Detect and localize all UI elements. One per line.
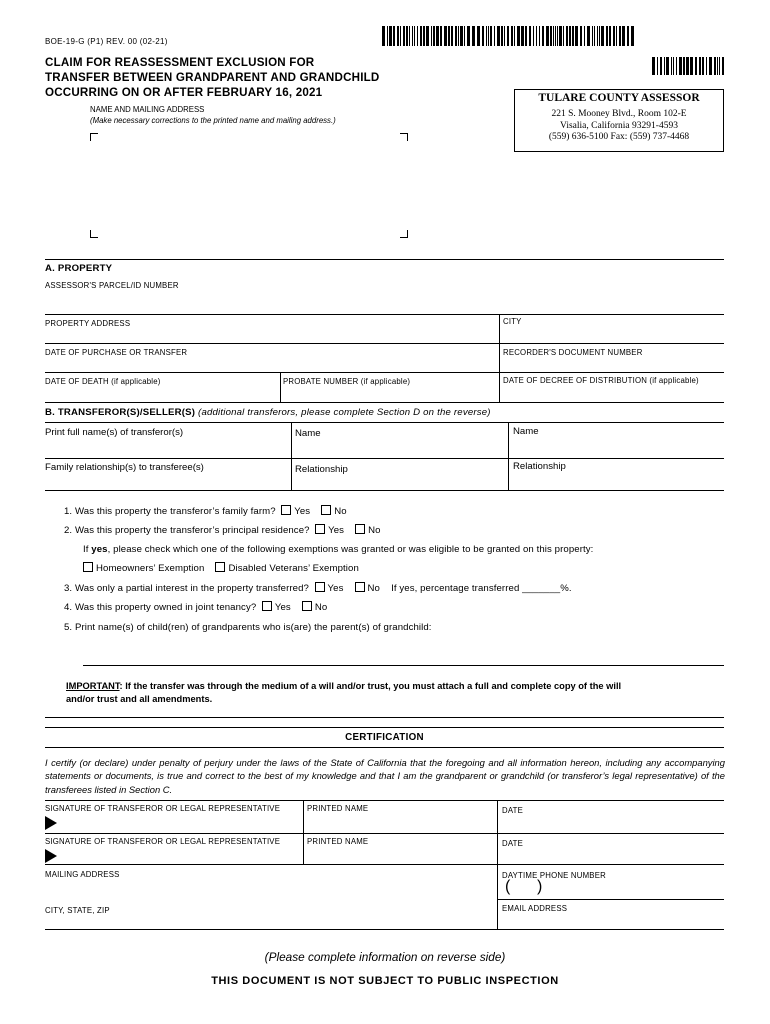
email-address-label[interactable]: EMAIL ADDRESS bbox=[502, 904, 568, 913]
reverse-side-note: (Please complete information on reverse side) bbox=[264, 950, 506, 964]
row-divider bbox=[45, 800, 724, 801]
section-a-rule bbox=[45, 259, 724, 260]
column-divider bbox=[291, 422, 292, 490]
sign-here-arrow-icon bbox=[45, 816, 57, 830]
q3-yes-label: Yes bbox=[327, 583, 344, 594]
title-line-2: TRANSFER BETWEEN GRANDPARENT AND GRANDCHILD bbox=[45, 71, 380, 84]
name-mailing-label: NAME AND MAILING ADDRESS bbox=[90, 105, 205, 114]
row-divider bbox=[45, 929, 724, 930]
title-line-1: CLAIM FOR REASSESSMENT EXCLUSION FOR bbox=[45, 56, 315, 69]
relationship-1[interactable]: Relationship bbox=[295, 464, 348, 475]
title-line-3: OCCURRING ON OR AFTER FEBRUARY 16, 2021 bbox=[45, 86, 323, 99]
assessor-phone: (559) 636-5100 Fax: (559) 737-4468 bbox=[548, 132, 690, 142]
important-text-2: and/or trust and all amendments. bbox=[66, 694, 213, 704]
q4-no-checkbox[interactable] bbox=[302, 601, 312, 611]
important-notice bbox=[66, 680, 716, 706]
question-1 bbox=[64, 505, 347, 517]
q2-no-checkbox[interactable] bbox=[355, 524, 365, 534]
decree-label[interactable]: DATE OF DECREE OF DISTRIBUTION (if applicable) bbox=[503, 376, 699, 385]
followup-rest: , please check which one of the following exemptions was granted or was eligible to be granted on this property: bbox=[107, 544, 594, 555]
date-label-1[interactable]: DATE bbox=[502, 806, 524, 815]
assessor-address-line-1: 221 S. Mooney Blvd., Room 102-E bbox=[551, 109, 687, 119]
address-corner-br bbox=[400, 230, 408, 238]
public-inspection-notice: THIS DOCUMENT IS NOT SUBJECT TO PUBLIC INSPECTION bbox=[211, 975, 559, 987]
question-5: 5. Print name(s) of child(ren) of grandparents who is(are) the parent(s) of grandchild: bbox=[64, 622, 432, 633]
q1-yes-checkbox[interactable] bbox=[281, 505, 291, 515]
purchase-date-label[interactable]: DATE OF PURCHASE OR TRANSFER bbox=[45, 348, 188, 357]
row-divider bbox=[45, 864, 724, 865]
death-date-label[interactable]: DATE OF DEATH (if applicable) bbox=[45, 377, 161, 386]
row-divider bbox=[45, 747, 724, 748]
section-b-note: (additional transferors, please complete Section D on the reverse) bbox=[198, 407, 491, 418]
exemption-options bbox=[83, 562, 359, 574]
column-divider bbox=[280, 372, 281, 402]
name-mailing-block bbox=[90, 104, 336, 126]
row-divider bbox=[45, 833, 724, 834]
row-divider bbox=[45, 314, 724, 315]
name-mailing-note: (Make necessary corrections to the printed name and mailing address.) bbox=[90, 116, 336, 125]
recorder-doc-label[interactable]: RECORDER'S DOCUMENT NUMBER bbox=[503, 348, 643, 357]
signature-label-1: SIGNATURE OF TRANSFEROR OR LEGAL REPRESENTATIVE bbox=[45, 804, 281, 813]
followup-prefix: If bbox=[83, 544, 92, 555]
row-divider bbox=[45, 458, 724, 459]
certification-rule bbox=[45, 727, 724, 728]
grandchild-parent-line[interactable] bbox=[83, 665, 724, 666]
signature-label-2: SIGNATURE OF TRANSFEROR OR LEGAL REPRESENTATIVE bbox=[45, 837, 281, 846]
row-divider bbox=[45, 422, 724, 423]
phone-area-open: ( bbox=[505, 878, 511, 895]
transferor-name-1[interactable]: Name bbox=[295, 428, 321, 439]
section-b-title: B. TRANSFEROR(S)/SELLER(S) bbox=[45, 407, 196, 418]
date-label-2[interactable]: DATE bbox=[502, 839, 524, 848]
daytime-phone-label[interactable]: DAYTIME PHONE NUMBER bbox=[502, 871, 606, 880]
barcode-right bbox=[652, 57, 724, 75]
homeowners-label: Homeowners’ Exemption bbox=[96, 563, 205, 574]
important-text-1: : If the transfer was through the medium of a will and/or trust, you must attach a full and complete copy of the will bbox=[119, 681, 622, 691]
assessor-address bbox=[515, 109, 723, 144]
certification-heading: CERTIFICATION bbox=[345, 732, 424, 743]
certification-text: I certify (or declare) under penalty of perjury under the laws of the State of California that the foregoing and all information hereon, including any accompanying statements or documents, is true and correct to the best of my knowledge and that I am the grandparent or grandchild (or transferor’s legal representative) of the transferees listed in Section C. bbox=[45, 757, 725, 795]
city-state-zip-label[interactable]: CITY, STATE, ZIP bbox=[45, 906, 110, 915]
property-address-label[interactable]: PROPERTY ADDRESS bbox=[45, 319, 131, 328]
q4-yes-label: Yes bbox=[274, 602, 291, 613]
row-divider bbox=[45, 372, 724, 373]
address-corner-bl bbox=[90, 230, 98, 238]
column-divider bbox=[303, 800, 304, 864]
q3-yes-checkbox[interactable] bbox=[315, 582, 325, 592]
barcode-top bbox=[382, 26, 634, 46]
followup-bold: yes bbox=[91, 544, 108, 555]
q3-no-checkbox[interactable] bbox=[355, 582, 365, 592]
transferor-names-label: Print full name(s) of transferor(s) bbox=[45, 427, 184, 438]
question-2-text: 2. Was this property the transferor’s principal residence? bbox=[64, 525, 310, 536]
column-divider bbox=[499, 314, 500, 402]
homeowners-checkbox[interactable] bbox=[83, 562, 93, 572]
veterans-checkbox[interactable] bbox=[215, 562, 225, 572]
sign-here-arrow-icon bbox=[45, 849, 57, 863]
row-divider bbox=[45, 490, 724, 491]
probate-label[interactable]: PROBATE NUMBER (if applicable) bbox=[283, 377, 411, 386]
form-title bbox=[45, 55, 380, 100]
address-corner-tr bbox=[400, 133, 408, 141]
q3-no-label: No bbox=[367, 583, 380, 594]
question-3 bbox=[64, 582, 572, 594]
column-divider bbox=[508, 422, 509, 490]
family-relationship-label: Family relationship(s) to transferee(s) bbox=[45, 462, 204, 473]
transferor-name-2[interactable]: Name bbox=[513, 426, 539, 437]
parcel-id-label: ASSESSOR'S PARCEL/ID NUMBER bbox=[45, 281, 179, 290]
question-2 bbox=[64, 524, 381, 536]
row-divider bbox=[45, 717, 724, 718]
question-1-text: 1. Was this property the transferor’s family farm? bbox=[64, 506, 276, 517]
printed-name-label-2[interactable]: PRINTED NAME bbox=[307, 837, 369, 846]
q4-no-label: No bbox=[314, 602, 328, 613]
question-4 bbox=[64, 601, 327, 613]
question-3-text: 3. Was only a partial interest in the property transferred? bbox=[64, 583, 309, 594]
question-4-text: 4. Was this property owned in joint tenancy? bbox=[64, 602, 257, 613]
row-divider bbox=[45, 343, 724, 344]
q2-no-label: No bbox=[368, 525, 381, 536]
address-corner-tl bbox=[90, 133, 98, 141]
row-divider bbox=[45, 402, 724, 403]
section-a-heading: A. PROPERTY bbox=[45, 263, 113, 274]
q2-yes-checkbox[interactable] bbox=[315, 524, 325, 534]
question-2-followup bbox=[83, 544, 593, 555]
phone-area-close: ) bbox=[537, 878, 543, 895]
assessor-address-line-2: Visalia, California 93291-4593 bbox=[560, 120, 678, 131]
assessor-name: TULARE COUNTY ASSESSOR bbox=[538, 92, 700, 104]
q1-no-checkbox[interactable] bbox=[321, 505, 331, 515]
printed-name-label-1[interactable]: PRINTED NAME bbox=[307, 804, 369, 813]
q2-yes-label: Yes bbox=[328, 525, 345, 536]
q4-yes-checkbox[interactable] bbox=[262, 601, 272, 611]
section-b-heading bbox=[45, 407, 491, 418]
assessor-box bbox=[514, 89, 724, 152]
q1-yes-label: Yes bbox=[294, 506, 311, 517]
important-label: IMPORTANT bbox=[66, 681, 120, 691]
q3-percentage[interactable]: If yes, percentage transferred _______%. bbox=[391, 583, 572, 594]
relationship-2[interactable]: Relationship bbox=[513, 461, 566, 472]
mailing-address-label[interactable]: MAILING ADDRESS bbox=[45, 870, 120, 879]
form-number: BOE-19-G (P1) REV. 00 (02-21) bbox=[45, 37, 168, 46]
city-label[interactable]: CITY bbox=[503, 317, 522, 326]
row-divider bbox=[497, 899, 724, 900]
veterans-label: Disabled Veterans’ Exemption bbox=[228, 563, 359, 574]
q1-no-label: No bbox=[334, 506, 347, 517]
